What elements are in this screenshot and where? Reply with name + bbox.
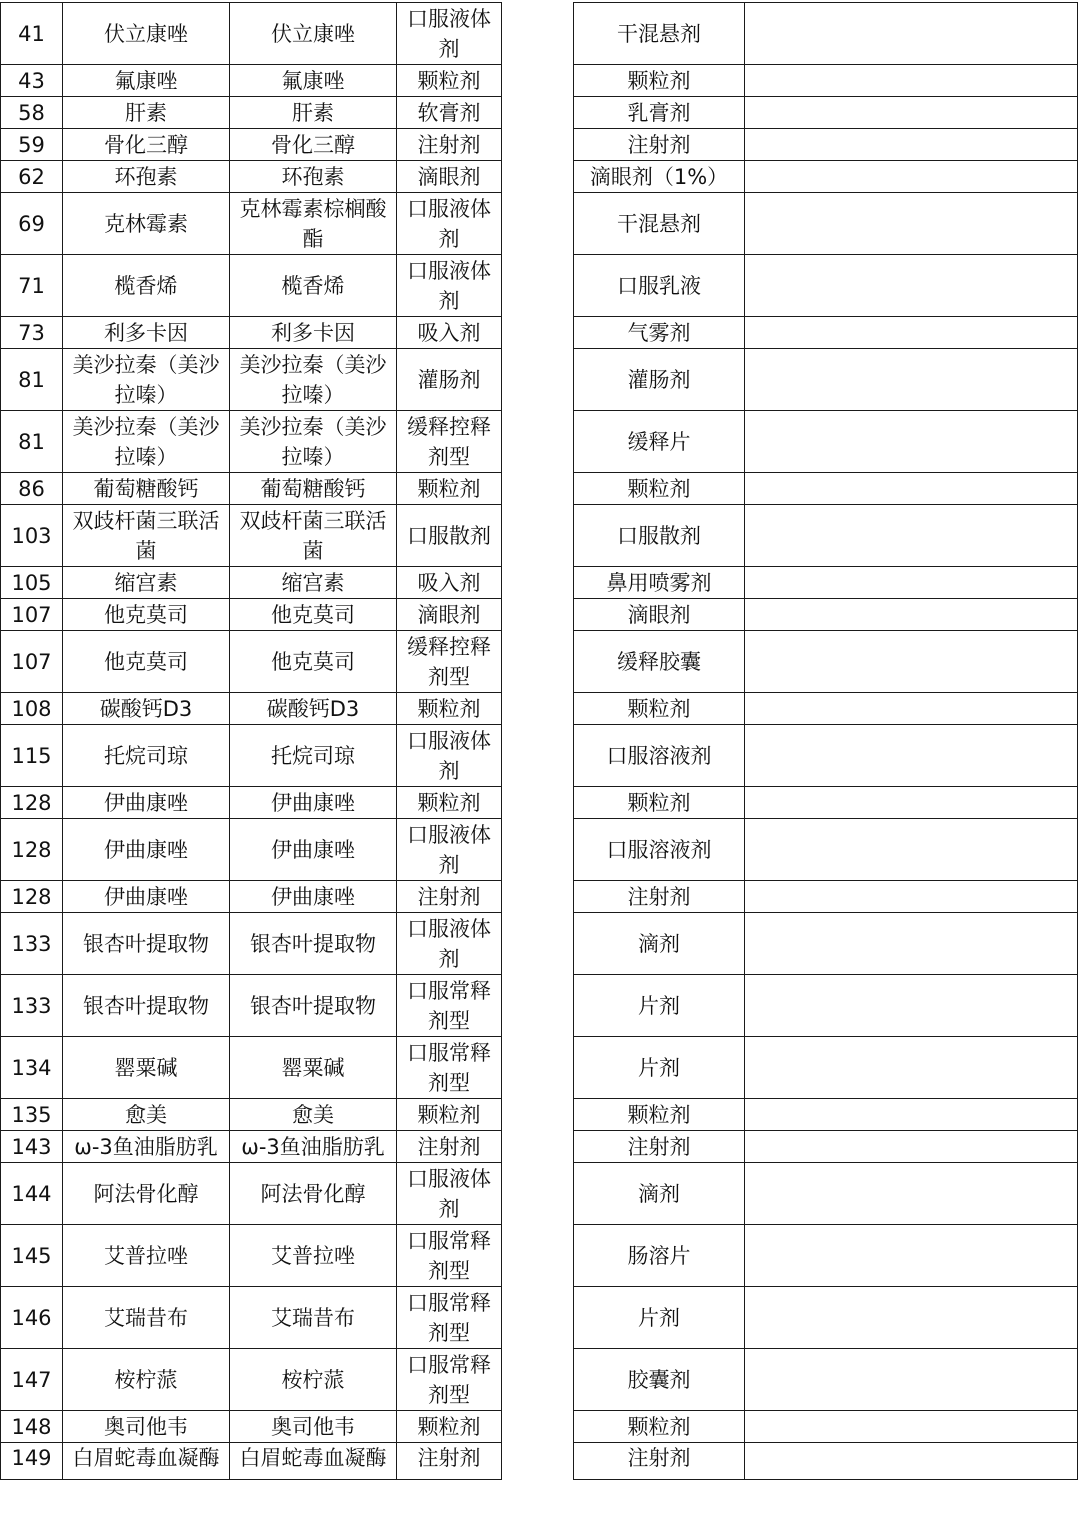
drug-name-cell: 伏立康唑 (63, 3, 230, 65)
table-row (1, 317, 1078, 349)
specific-form-cell: 片剂 (574, 1287, 745, 1349)
note-cell (745, 1287, 1078, 1349)
row-number-cell: 86 (1, 473, 63, 505)
dosage-form-cell: 滴眼剂 (397, 599, 502, 631)
generic-name-cell: 他克莫司 (230, 631, 397, 693)
spacer-cell (502, 1225, 574, 1287)
row-number-cell: 73 (1, 317, 63, 349)
row-number-cell: 149 (1, 1443, 63, 1480)
row-number-cell: 43 (1, 65, 63, 97)
generic-name-cell: 愈美 (230, 1099, 397, 1131)
dosage-form-cell: 颗粒剂 (397, 693, 502, 725)
generic-name-cell: 碳酸钙D3 (230, 693, 397, 725)
dosage-form-cell: 颗粒剂 (397, 1099, 502, 1131)
row-number-cell: 108 (1, 693, 63, 725)
spacer-cell (502, 1099, 574, 1131)
spacer-cell (502, 193, 574, 255)
dosage-form-cell: 口服液体剂 (397, 1163, 502, 1225)
note-cell (745, 161, 1078, 193)
note-cell (745, 193, 1078, 255)
dosage-form-cell: 缓释控释剂型 (397, 631, 502, 693)
spacer-cell (502, 1131, 574, 1163)
table-row (1, 725, 1078, 787)
row-number-cell: 105 (1, 567, 63, 599)
specific-form-cell: 注射剂 (574, 1443, 745, 1480)
note-cell (745, 1225, 1078, 1287)
table-row (1, 65, 1078, 97)
drug-name-cell: 葡萄糖酸钙 (63, 473, 230, 505)
note-cell (745, 787, 1078, 819)
table-row (1, 787, 1078, 819)
spacer-cell (502, 1443, 574, 1480)
note-cell (745, 65, 1078, 97)
table-row (1, 631, 1078, 693)
generic-name-cell: 克林霉素棕榈酸酯 (230, 193, 397, 255)
dosage-form-cell: 吸入剂 (397, 317, 502, 349)
specific-form-cell: 注射剂 (574, 881, 745, 913)
spacer-cell (502, 505, 574, 567)
generic-name-cell: 葡萄糖酸钙 (230, 473, 397, 505)
specific-form-cell: 灌肠剂 (574, 349, 745, 411)
spacer-cell (502, 97, 574, 129)
row-number-cell: 81 (1, 411, 63, 473)
drug-name-cell: 氟康唑 (63, 65, 230, 97)
note-cell (745, 693, 1078, 725)
spacer-cell (502, 255, 574, 317)
spacer-cell (502, 819, 574, 881)
drug-name-cell: 奥司他韦 (63, 1411, 230, 1443)
generic-name-cell: 美沙拉秦（美沙拉嗪） (230, 349, 397, 411)
drug-name-cell: 缩宫素 (63, 567, 230, 599)
spacer-cell (502, 161, 574, 193)
specific-form-cell: 滴剂 (574, 1163, 745, 1225)
table-row (1, 129, 1078, 161)
specific-form-cell: 缓释片 (574, 411, 745, 473)
note-cell (745, 1037, 1078, 1099)
generic-name-cell: 伏立康唑 (230, 3, 397, 65)
drug-name-cell: 他克莫司 (63, 631, 230, 693)
table-row (1, 1349, 1078, 1411)
generic-name-cell: 银杏叶提取物 (230, 975, 397, 1037)
dosage-form-cell: 软膏剂 (397, 97, 502, 129)
row-number-cell: 58 (1, 97, 63, 129)
generic-name-cell: 艾普拉唑 (230, 1225, 397, 1287)
specific-form-cell: 口服散剂 (574, 505, 745, 567)
generic-name-cell: ω-3鱼油脂肪乳 (230, 1131, 397, 1163)
note-cell (745, 599, 1078, 631)
spacer-cell (502, 129, 574, 161)
specific-form-cell: 缓释胶囊 (574, 631, 745, 693)
table-row (1, 1099, 1078, 1131)
table-row (1, 693, 1078, 725)
generic-name-cell: 美沙拉秦（美沙拉嗪） (230, 411, 397, 473)
specific-form-cell: 干混悬剂 (574, 3, 745, 65)
drug-name-cell: 伊曲康唑 (63, 819, 230, 881)
note-cell (745, 317, 1078, 349)
table-row (1, 1037, 1078, 1099)
note-cell (745, 881, 1078, 913)
dosage-form-cell: 口服常释剂型 (397, 975, 502, 1037)
drug-name-cell: 双歧杆菌三联活菌 (63, 505, 230, 567)
dosage-form-cell: 口服常释剂型 (397, 1037, 502, 1099)
table-row (1, 1287, 1078, 1349)
dosage-form-cell: 口服液体剂 (397, 255, 502, 317)
note-cell (745, 725, 1078, 787)
note-cell (745, 1411, 1078, 1443)
specific-form-cell: 滴眼剂 (574, 599, 745, 631)
specific-form-cell: 口服溶液剂 (574, 725, 745, 787)
generic-name-cell: 伊曲康唑 (230, 787, 397, 819)
note-cell (745, 473, 1078, 505)
row-number-cell: 146 (1, 1287, 63, 1349)
generic-name-cell: 缩宫素 (230, 567, 397, 599)
note-cell (745, 411, 1078, 473)
row-number-cell: 148 (1, 1411, 63, 1443)
row-number-cell: 128 (1, 819, 63, 881)
spacer-cell (502, 787, 574, 819)
row-number-cell: 133 (1, 975, 63, 1037)
generic-name-cell: 环孢素 (230, 161, 397, 193)
drug-name-cell: 桉柠蒎 (63, 1349, 230, 1411)
specific-form-cell: 颗粒剂 (574, 1099, 745, 1131)
generic-name-cell: 骨化三醇 (230, 129, 397, 161)
specific-form-cell: 片剂 (574, 1037, 745, 1099)
note-cell (745, 631, 1078, 693)
dosage-form-cell: 颗粒剂 (397, 473, 502, 505)
note-cell (745, 1443, 1078, 1480)
generic-name-cell: 伊曲康唑 (230, 819, 397, 881)
row-number-cell: 145 (1, 1225, 63, 1287)
note-cell (745, 349, 1078, 411)
drug-name-cell: ω-3鱼油脂肪乳 (63, 1131, 230, 1163)
note-cell (745, 1131, 1078, 1163)
specific-form-cell: 片剂 (574, 975, 745, 1037)
specific-form-cell: 滴剂 (574, 913, 745, 975)
drug-name-cell: 肝素 (63, 97, 230, 129)
generic-name-cell: 罂粟碱 (230, 1037, 397, 1099)
drug-dosage-table (0, 2, 1078, 1480)
spacer-cell (502, 411, 574, 473)
generic-name-cell: 榄香烯 (230, 255, 397, 317)
spacer-cell (502, 349, 574, 411)
drug-name-cell: 愈美 (63, 1099, 230, 1131)
table-row (1, 1131, 1078, 1163)
table-row (1, 505, 1078, 567)
generic-name-cell: 氟康唑 (230, 65, 397, 97)
drug-name-cell: 环孢素 (63, 161, 230, 193)
drug-name-cell: 骨化三醇 (63, 129, 230, 161)
generic-name-cell: 银杏叶提取物 (230, 913, 397, 975)
dosage-form-cell: 口服常释剂型 (397, 1225, 502, 1287)
drug-name-cell: 艾普拉唑 (63, 1225, 230, 1287)
table-row (1, 567, 1078, 599)
specific-form-cell: 注射剂 (574, 129, 745, 161)
spacer-cell (502, 1163, 574, 1225)
specific-form-cell: 颗粒剂 (574, 693, 745, 725)
row-number-cell: 147 (1, 1349, 63, 1411)
table-row (1, 1163, 1078, 1225)
specific-form-cell: 注射剂 (574, 1131, 745, 1163)
row-number-cell: 41 (1, 3, 63, 65)
dosage-form-cell: 口服液体剂 (397, 3, 502, 65)
table-row (1, 161, 1078, 193)
note-cell (745, 975, 1078, 1037)
drug-name-cell: 白眉蛇毒血凝酶 (63, 1443, 230, 1480)
table-row (1, 1225, 1078, 1287)
generic-name-cell: 利多卡因 (230, 317, 397, 349)
drug-name-cell: 碳酸钙D3 (63, 693, 230, 725)
table-row (1, 881, 1078, 913)
generic-name-cell: 艾瑞昔布 (230, 1287, 397, 1349)
dosage-form-cell: 颗粒剂 (397, 787, 502, 819)
drug-name-cell: 他克莫司 (63, 599, 230, 631)
table-row (1, 349, 1078, 411)
spacer-cell (502, 693, 574, 725)
generic-name-cell: 奥司他韦 (230, 1411, 397, 1443)
dosage-form-cell: 口服液体剂 (397, 913, 502, 975)
drug-name-cell: 利多卡因 (63, 317, 230, 349)
row-number-cell: 134 (1, 1037, 63, 1099)
note-cell (745, 97, 1078, 129)
row-number-cell: 133 (1, 913, 63, 975)
drug-name-cell: 美沙拉秦（美沙拉嗪） (63, 349, 230, 411)
row-number-cell: 115 (1, 725, 63, 787)
table-row (1, 599, 1078, 631)
dosage-form-cell: 口服液体剂 (397, 819, 502, 881)
dosage-form-cell: 颗粒剂 (397, 1411, 502, 1443)
spacer-cell (502, 317, 574, 349)
note-cell (745, 1163, 1078, 1225)
spacer-cell (502, 975, 574, 1037)
dosage-form-cell: 口服常释剂型 (397, 1349, 502, 1411)
note-cell (745, 1099, 1078, 1131)
dosage-form-cell: 口服液体剂 (397, 193, 502, 255)
dosage-form-cell: 滴眼剂 (397, 161, 502, 193)
table-row (1, 193, 1078, 255)
note-cell (745, 819, 1078, 881)
spacer-cell (502, 1411, 574, 1443)
table-row (1, 1411, 1078, 1443)
specific-form-cell: 颗粒剂 (574, 473, 745, 505)
note-cell (745, 129, 1078, 161)
spacer-cell (502, 881, 574, 913)
row-number-cell: 144 (1, 1163, 63, 1225)
row-number-cell: 69 (1, 193, 63, 255)
drug-name-cell: 艾瑞昔布 (63, 1287, 230, 1349)
table-row (1, 3, 1078, 65)
generic-name-cell: 托烷司琼 (230, 725, 397, 787)
spacer-cell (502, 65, 574, 97)
dosage-form-cell: 口服常释剂型 (397, 1287, 502, 1349)
note-cell (745, 255, 1078, 317)
spacer-cell (502, 1287, 574, 1349)
drug-name-cell: 罂粟碱 (63, 1037, 230, 1099)
specific-form-cell: 滴眼剂（1%） (574, 161, 745, 193)
drug-name-cell: 银杏叶提取物 (63, 975, 230, 1037)
spacer-cell (502, 913, 574, 975)
spacer-cell (502, 3, 574, 65)
dosage-form-cell: 缓释控释剂型 (397, 411, 502, 473)
dosage-form-cell: 口服液体剂 (397, 725, 502, 787)
table-row (1, 1443, 1078, 1480)
dosage-form-cell: 口服散剂 (397, 505, 502, 567)
drug-name-cell: 托烷司琼 (63, 725, 230, 787)
drug-name-cell: 伊曲康唑 (63, 881, 230, 913)
specific-form-cell: 颗粒剂 (574, 787, 745, 819)
generic-name-cell: 肝素 (230, 97, 397, 129)
generic-name-cell: 伊曲康唑 (230, 881, 397, 913)
spacer-cell (502, 567, 574, 599)
spacer-cell (502, 725, 574, 787)
drug-name-cell: 榄香烯 (63, 255, 230, 317)
table-row (1, 975, 1078, 1037)
note-cell (745, 3, 1078, 65)
generic-name-cell: 桉柠蒎 (230, 1349, 397, 1411)
table-row (1, 411, 1078, 473)
specific-form-cell: 乳膏剂 (574, 97, 745, 129)
spacer-cell (502, 599, 574, 631)
note-cell (745, 567, 1078, 599)
specific-form-cell: 口服乳液 (574, 255, 745, 317)
specific-form-cell: 胶囊剂 (574, 1349, 745, 1411)
specific-form-cell: 颗粒剂 (574, 65, 745, 97)
dosage-form-cell: 注射剂 (397, 1131, 502, 1163)
dosage-form-cell: 灌肠剂 (397, 349, 502, 411)
specific-form-cell: 气雾剂 (574, 317, 745, 349)
specific-form-cell: 肠溶片 (574, 1225, 745, 1287)
spacer-cell (502, 631, 574, 693)
drug-name-cell: 美沙拉秦（美沙拉嗪） (63, 411, 230, 473)
row-number-cell: 143 (1, 1131, 63, 1163)
row-number-cell: 128 (1, 787, 63, 819)
dosage-form-cell: 颗粒剂 (397, 65, 502, 97)
spacer-cell (502, 1037, 574, 1099)
row-number-cell: 107 (1, 599, 63, 631)
table-row (1, 255, 1078, 317)
table-row (1, 473, 1078, 505)
row-number-cell: 81 (1, 349, 63, 411)
generic-name-cell: 双歧杆菌三联活菌 (230, 505, 397, 567)
row-number-cell: 103 (1, 505, 63, 567)
row-number-cell: 62 (1, 161, 63, 193)
drug-name-cell: 银杏叶提取物 (63, 913, 230, 975)
drug-name-cell: 克林霉素 (63, 193, 230, 255)
row-number-cell: 71 (1, 255, 63, 317)
row-number-cell: 135 (1, 1099, 63, 1131)
drug-name-cell: 阿法骨化醇 (63, 1163, 230, 1225)
spacer-cell (502, 1349, 574, 1411)
specific-form-cell: 鼻用喷雾剂 (574, 567, 745, 599)
generic-name-cell: 阿法骨化醇 (230, 1163, 397, 1225)
table-row (1, 97, 1078, 129)
note-cell (745, 913, 1078, 975)
specific-form-cell: 颗粒剂 (574, 1411, 745, 1443)
dosage-form-cell: 注射剂 (397, 129, 502, 161)
row-number-cell: 59 (1, 129, 63, 161)
row-number-cell: 107 (1, 631, 63, 693)
specific-form-cell: 干混悬剂 (574, 193, 745, 255)
row-number-cell: 128 (1, 881, 63, 913)
table-row (1, 819, 1078, 881)
note-cell (745, 505, 1078, 567)
dosage-form-cell: 注射剂 (397, 881, 502, 913)
dosage-form-cell: 注射剂 (397, 1443, 502, 1480)
drug-name-cell: 伊曲康唑 (63, 787, 230, 819)
note-cell (745, 1349, 1078, 1411)
generic-name-cell: 他克莫司 (230, 599, 397, 631)
dosage-form-cell: 吸入剂 (397, 567, 502, 599)
generic-name-cell: 白眉蛇毒血凝酶 (230, 1443, 397, 1480)
specific-form-cell: 口服溶液剂 (574, 819, 745, 881)
spacer-cell (502, 473, 574, 505)
table-row (1, 913, 1078, 975)
